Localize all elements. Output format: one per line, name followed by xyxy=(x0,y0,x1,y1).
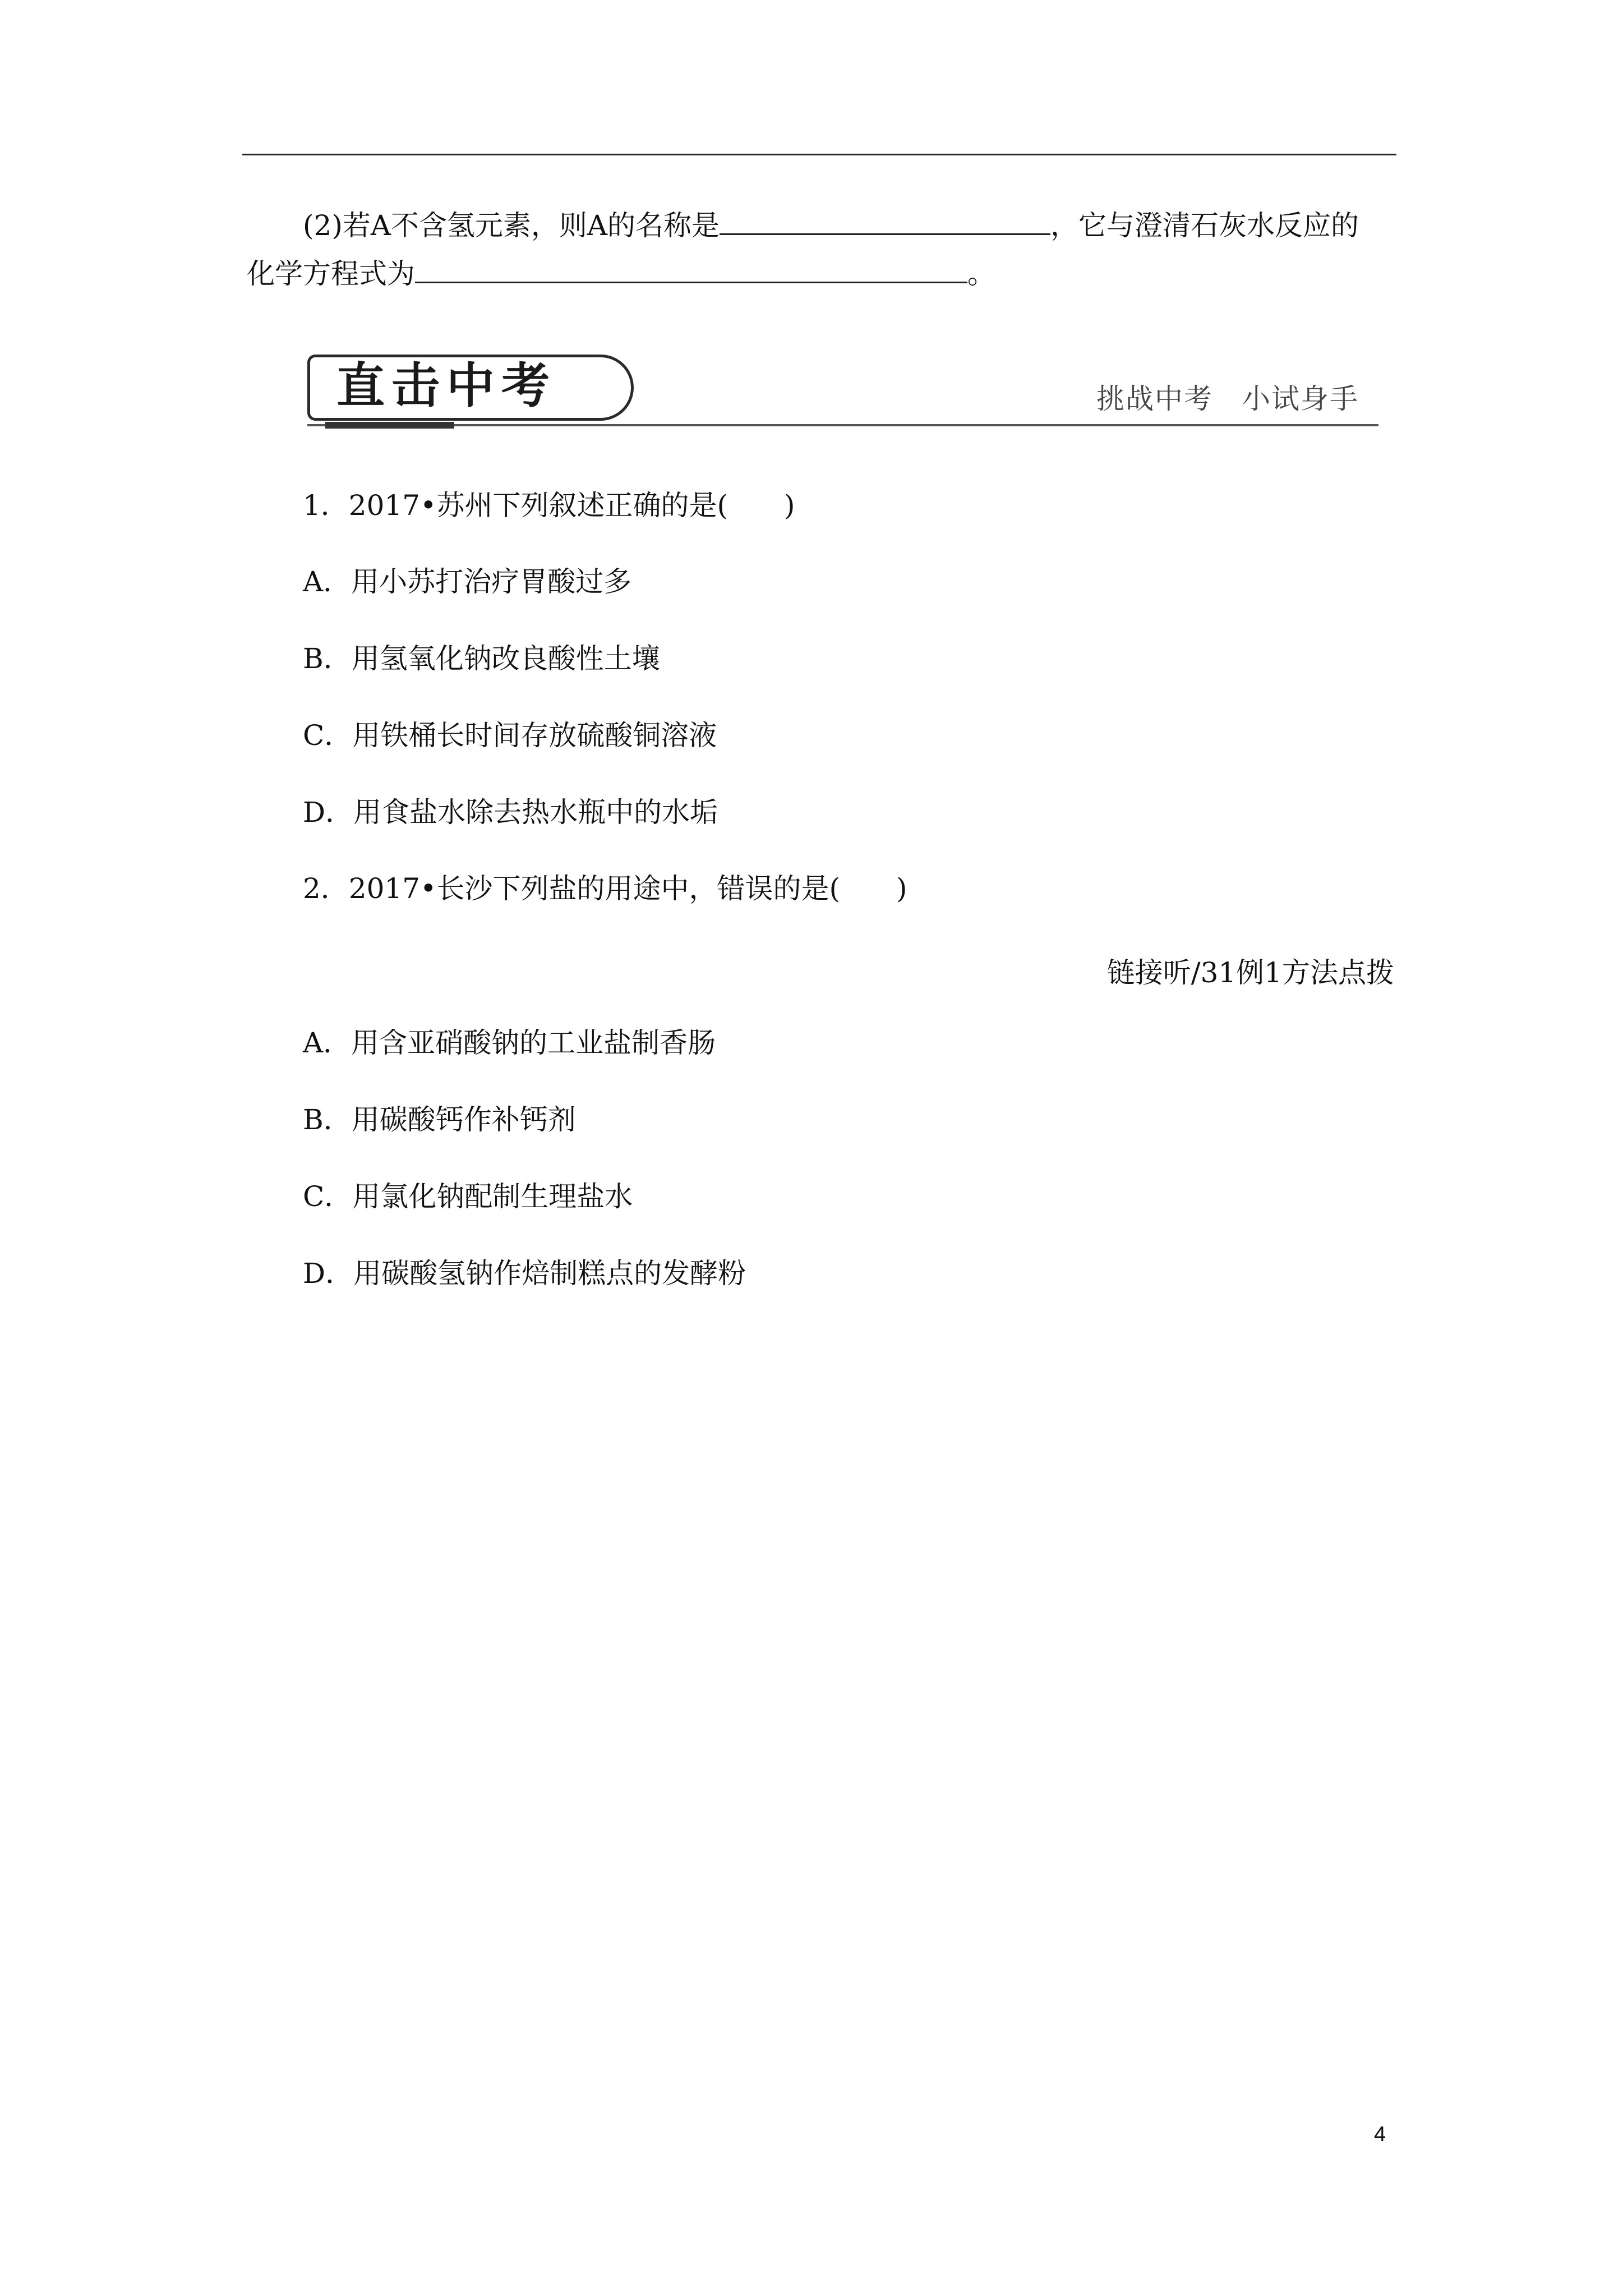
question-1-stem: 1．2017•苏州下列叙述正确的是( ) xyxy=(303,489,795,522)
question-1-option-c[interactable]: C．用铁桶长时间存放硫酸铜溶液 xyxy=(303,719,717,752)
answer-blank-equation[interactable] xyxy=(415,256,967,283)
question-2-option-d[interactable]: D．用碳酸氢钠作焙制糕点的发酵粉 xyxy=(303,1257,746,1290)
banner-rule xyxy=(307,424,1378,426)
intro-line-2 xyxy=(247,256,995,291)
question-2-stem: 2．2017•长沙下列盐的用途中，错误的是( ) xyxy=(303,872,907,905)
intro-text-3: 化学方程式为 xyxy=(247,257,415,290)
intro-text-4: 。 xyxy=(967,257,995,290)
intro-text-1: (2)若A不含氢元素，则A的名称是 xyxy=(303,209,720,242)
answer-blank-name[interactable] xyxy=(720,208,1050,235)
question-2-option-a[interactable]: A．用含亚硝酸钠的工业盐制香肠 xyxy=(303,1027,716,1059)
header-rule xyxy=(242,154,1396,155)
question-2-option-c[interactable]: C．用氯化钠配制生理盐水 xyxy=(303,1180,633,1213)
intro-line-1 xyxy=(303,208,1359,243)
page-number: 4 xyxy=(1374,2123,1386,2146)
intro-text-2: ，它与澄清石灰水反应的 xyxy=(1050,209,1359,242)
question-1-option-b[interactable]: B．用氢氧化钠改良酸性土壤 xyxy=(303,642,660,675)
banner-accent-bar xyxy=(325,422,454,429)
banner-frame-curve xyxy=(555,355,634,421)
section-subtitle: 挑战中考 小试身手 xyxy=(1096,383,1359,415)
question-2-note: 链接听/31例1方法点拨 xyxy=(1106,956,1394,989)
section-title: 直击中考 xyxy=(336,358,556,414)
question-1-option-a[interactable]: A．用小苏打治疗胃酸过多 xyxy=(303,565,632,598)
question-1-option-d[interactable]: D．用食盐水除去热水瓶中的水垢 xyxy=(303,796,718,829)
question-2-option-b[interactable]: B．用碳酸钙作补钙剂 xyxy=(303,1103,576,1136)
